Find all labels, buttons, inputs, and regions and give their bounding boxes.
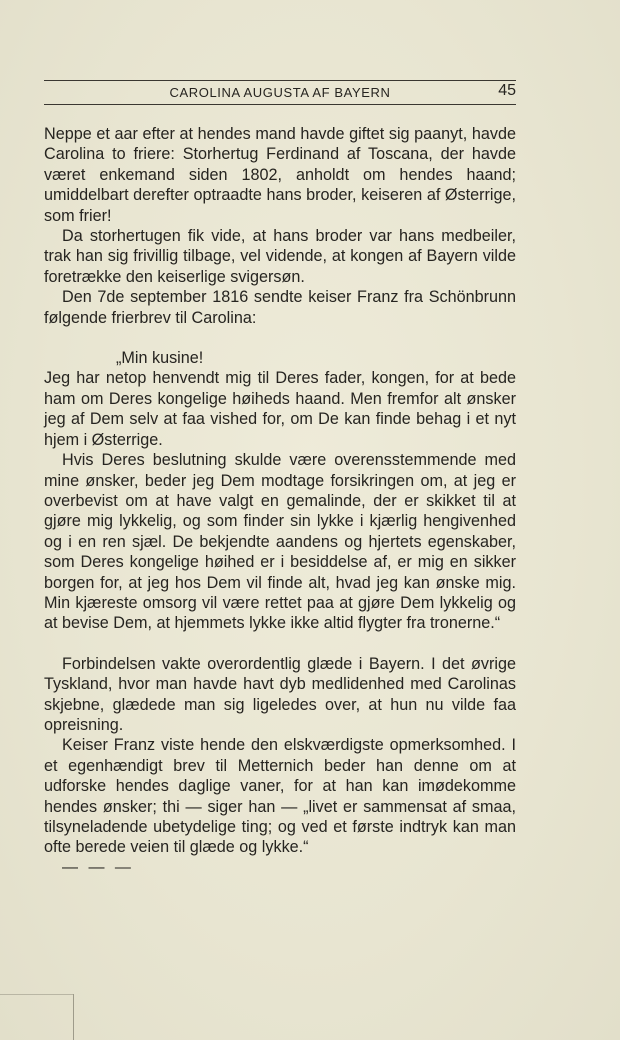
scan-edge-mark [0,994,74,1040]
header-rule-top [44,80,516,81]
paragraph: Keiser Franz viste hende den elskværdigste opmerksomhed. I et egenhændigt brev til Metternich beder han denne om at udforske hendes daglige vaner, for at han kan imødekomme hendes ønsker; thi — siger han — „livet er sammensat af smaa, tilsyneladende ubetydelige ting; og ved et første indtryk kan man ofte berede veien til glæde og lykke.“ [44,736,516,857]
page-header [44,80,516,102]
scan-edge-line-horizontal [0,994,74,995]
paragraph: Da storhertugen fik vide, at hans broder var hans medbeiler, trak han sig frivillig tilbage, vel vidende, at kongen af Bayern vilde foretrække den keiserlige svigersøn. [44,227,516,286]
paragraph: Den 7de september 1816 sendte keiser Franz fra Schönbrunn følgende frierbrev til Carolina: [44,288,516,327]
running-title: CAROLINA AUGUSTA AF BAYERN [169,85,391,100]
letter-paragraph: Jeg har netop henvendt mig til Deres fader, kongen, for at bede ham om Deres kongelige høiheds haand. Men fremfor alt ønsker jeg af Dem selv at faa vished for, om De kan finde behag i et nyt hjem i Østerrige. [44,369,516,449]
letter-paragraph: Hvis Deres beslutning skulde være overensstemmende med mine ønsker, beder jeg Dem modtage forsikringen om, at jeg er overbevist om at have valgt en gemalinde, der er skikket til at gjøre mig lykkelig, og som finder sin lykke i kjærlig hengivenhed og i en ren sjæl. De bekjendte aandens og hjertets egenskaber, som Deres kongelige høihed er i besiddelse af, er mig en sikker borgen for, at jeg hos Dem vil finde alt, hvad jeg kan ønske mig. Min kjæreste omsorg vil være rettet paa at gjøre Dem lykkelig og at bevise Dem, at hjemmets lykke ikke altid flygter fra tronerne.“ [44,451,516,633]
header-rule-bottom [44,104,516,105]
body-text [44,124,516,878]
paragraph: Neppe et aar efter at hendes mand havde giftet sig paanyt, havde Carolina to friere: Storhertug Ferdinand af Toscana, der havde været enkemand siden 1802, anholdt om hendes haand; umiddelbart derefter optraadte hans broder, keiseren af Østerrige, som frier! [44,125,516,225]
paragraph: Forbindelsen vakte overordentlig glæde i Bayern. I det øvrige Tyskland, hvor man havde havt dyb medlidenhed med Carolinas skjebne, glædede man sig ligeledes over, at hun nu vilde faa opreisning. [44,654,516,734]
page-number: 45 [498,82,516,99]
scan-edge-line-vertical [73,994,74,1040]
section-end-dashes: — — — [62,858,134,876]
letter-salutation: „Min kusine! [116,349,204,368]
